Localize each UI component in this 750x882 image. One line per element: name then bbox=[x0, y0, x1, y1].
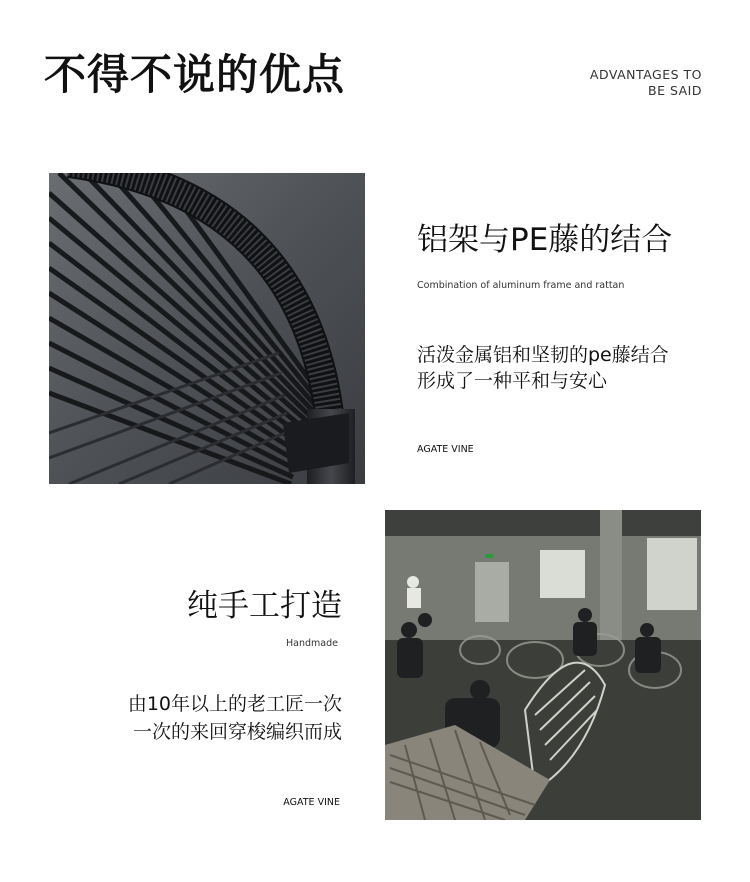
workshop-photo bbox=[385, 510, 701, 820]
page-subtitle-en bbox=[522, 67, 702, 99]
section2-heading: 纯手工打造 bbox=[187, 588, 342, 624]
section2-body-line2: 一次的来回穿梭编织而成 bbox=[132, 721, 342, 743]
section2-body bbox=[22, 690, 342, 746]
section1-body-line2: 形成了一种平和与安心 bbox=[417, 370, 608, 392]
rattan-chair-photo bbox=[49, 173, 365, 484]
section1-body-line1: 活泼金属铝和坚韧的pe藤结合 bbox=[417, 344, 669, 366]
page-subtitle-en-line2: BE SAID bbox=[648, 83, 702, 98]
section1-subheading: Combination of aluminum frame and rattan bbox=[417, 280, 625, 291]
section1-heading: 铝架与PE藤的结合 bbox=[417, 222, 673, 258]
section2-brand: AGATE VINE bbox=[283, 797, 340, 808]
section1-body bbox=[417, 342, 717, 394]
section2-body-line1: 由10年以上的老工匠一次 bbox=[127, 693, 342, 715]
page-subtitle-en-line1: ADVANTAGES TO bbox=[589, 67, 702, 82]
page-title: 不得不说的优点 bbox=[44, 50, 346, 99]
section1-brand: AGATE VINE bbox=[417, 444, 474, 455]
section2-subheading: Handmade bbox=[286, 638, 338, 649]
